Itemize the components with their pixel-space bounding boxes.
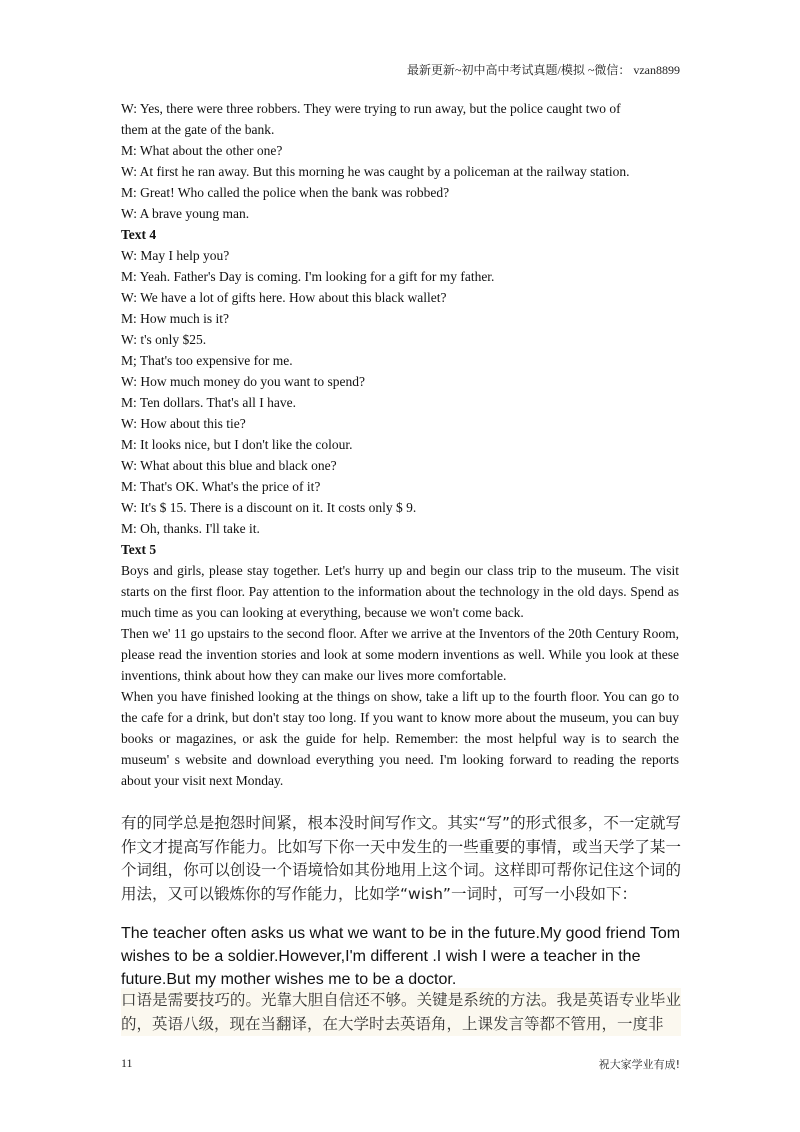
dialogue-line: M: Ten dollars. That's all I have.	[121, 395, 296, 410]
section-heading: Text 4	[121, 227, 157, 242]
dialogue-line: M: That's OK. What's the price of it?	[121, 479, 321, 494]
text5-section	[121, 539, 679, 791]
dialogue-line: W: How about this tie?	[121, 416, 246, 431]
dialogue-line: M: Oh, thanks. I'll take it.	[121, 521, 260, 536]
dialogue-line: M: How much is it?	[121, 311, 229, 326]
writing-tip-note: 有的同学总是抱怨时间紧，根本没时间写作文。其实“写”的形式很多，不一定就写作文才提高写作能力。比如写下你一天中发生的一些重要的事情，或当天学了某一个词组，你可以创设一个语境恰如其份地用上这个词。这样即可帮你记住这个词的用法，又可以锻炼你的写作能力，比如学“wish”一词时，可写一小段如下：	[121, 814, 681, 903]
paragraph: When you have finished looking at the things on show, take a lift up to the fourth floor. You can go to the cafe for a drink, but don't stay too long. If you want to know more about the museum, you can buy books or magazines, or ask the guide for help. Remember: the most helpful way is to search the museum' s website and download everything you need. I'm looking forward to reading the reports about your visit next Monday.	[121, 689, 679, 788]
dialogue-line: W: t's only $25.	[121, 332, 207, 347]
dialogue-line: W: May I help you?	[121, 248, 230, 263]
dialogue-line: M: What about the other one?	[121, 143, 283, 158]
dialogue-line: W: It's $ 15. There is a discount on it. It costs only $ 9.	[121, 500, 417, 515]
dialogue-line: them at the gate of the bank.	[121, 122, 275, 137]
speaking-tip-note: 口语是需要技巧的。光靠大胆自信还不够。关键是系统的方法。我是英语专业毕业的，英语八级，现在当翻译，在大学时去英语角，上课发言等都不管用，一度非	[121, 988, 681, 1036]
dialogue-line: W: We have a lot of gifts here. How about this black wallet?	[121, 290, 447, 305]
dialogue-line: W: A brave young man.	[121, 206, 250, 221]
dialogue-line: W: How much money do you want to spend?	[121, 374, 365, 389]
dialogue-line: W: Yes, there were three robbers. They were trying to run away, but the police caught two of	[121, 101, 621, 116]
paragraph: Boys and girls, please stay together. Let's hurry up and begin our class trip to the museum. The visit starts on the first floor. Pay attention to the information about the technology in the old days. Spend as much time as you can looking at everything, because we won't come back.	[121, 563, 679, 620]
dialogue-line: M; That's too expensive for me.	[121, 353, 293, 368]
wish-example-paragraph: The teacher often asks us what we want to be in the future.My good friend Tom wishes to be a soldier.However,I'm different .I wish I were a teacher in the future.But my mother wishes me to be a doctor.	[121, 925, 681, 988]
dialogue-section	[121, 98, 679, 224]
text4-section	[121, 224, 679, 539]
dialogue-line: M: Yeah. Father's Day is coming. I'm looking for a gift for my father.	[121, 269, 495, 284]
paragraph: Then we' 11 go upstairs to the second floor. After we arrive at the Inventors of the 20th Century Room, please read the invention stories and look at some modern inventions as well. While you look at these inventions, think about how they can make our lives more comfortable.	[121, 626, 679, 683]
page-number: 11	[121, 1056, 133, 1070]
footer-motto: 祝大家学业有成!	[598, 1058, 680, 1071]
listening-script	[121, 98, 679, 791]
dialogue-line: M: It looks nice, but I don't like the colour.	[121, 437, 353, 452]
section-heading: Text 5	[121, 542, 157, 557]
dialogue-line: W: At first he ran away. But this morning he was caught by a policeman at the railway station.	[121, 164, 630, 179]
page-header: 最新更新~初中高中考试真题/模拟 ~微信： vzan8899	[407, 63, 680, 77]
dialogue-line: M: Great! Who called the police when the bank was robbed?	[121, 185, 450, 200]
dialogue-line: W: What about this blue and black one?	[121, 458, 337, 473]
